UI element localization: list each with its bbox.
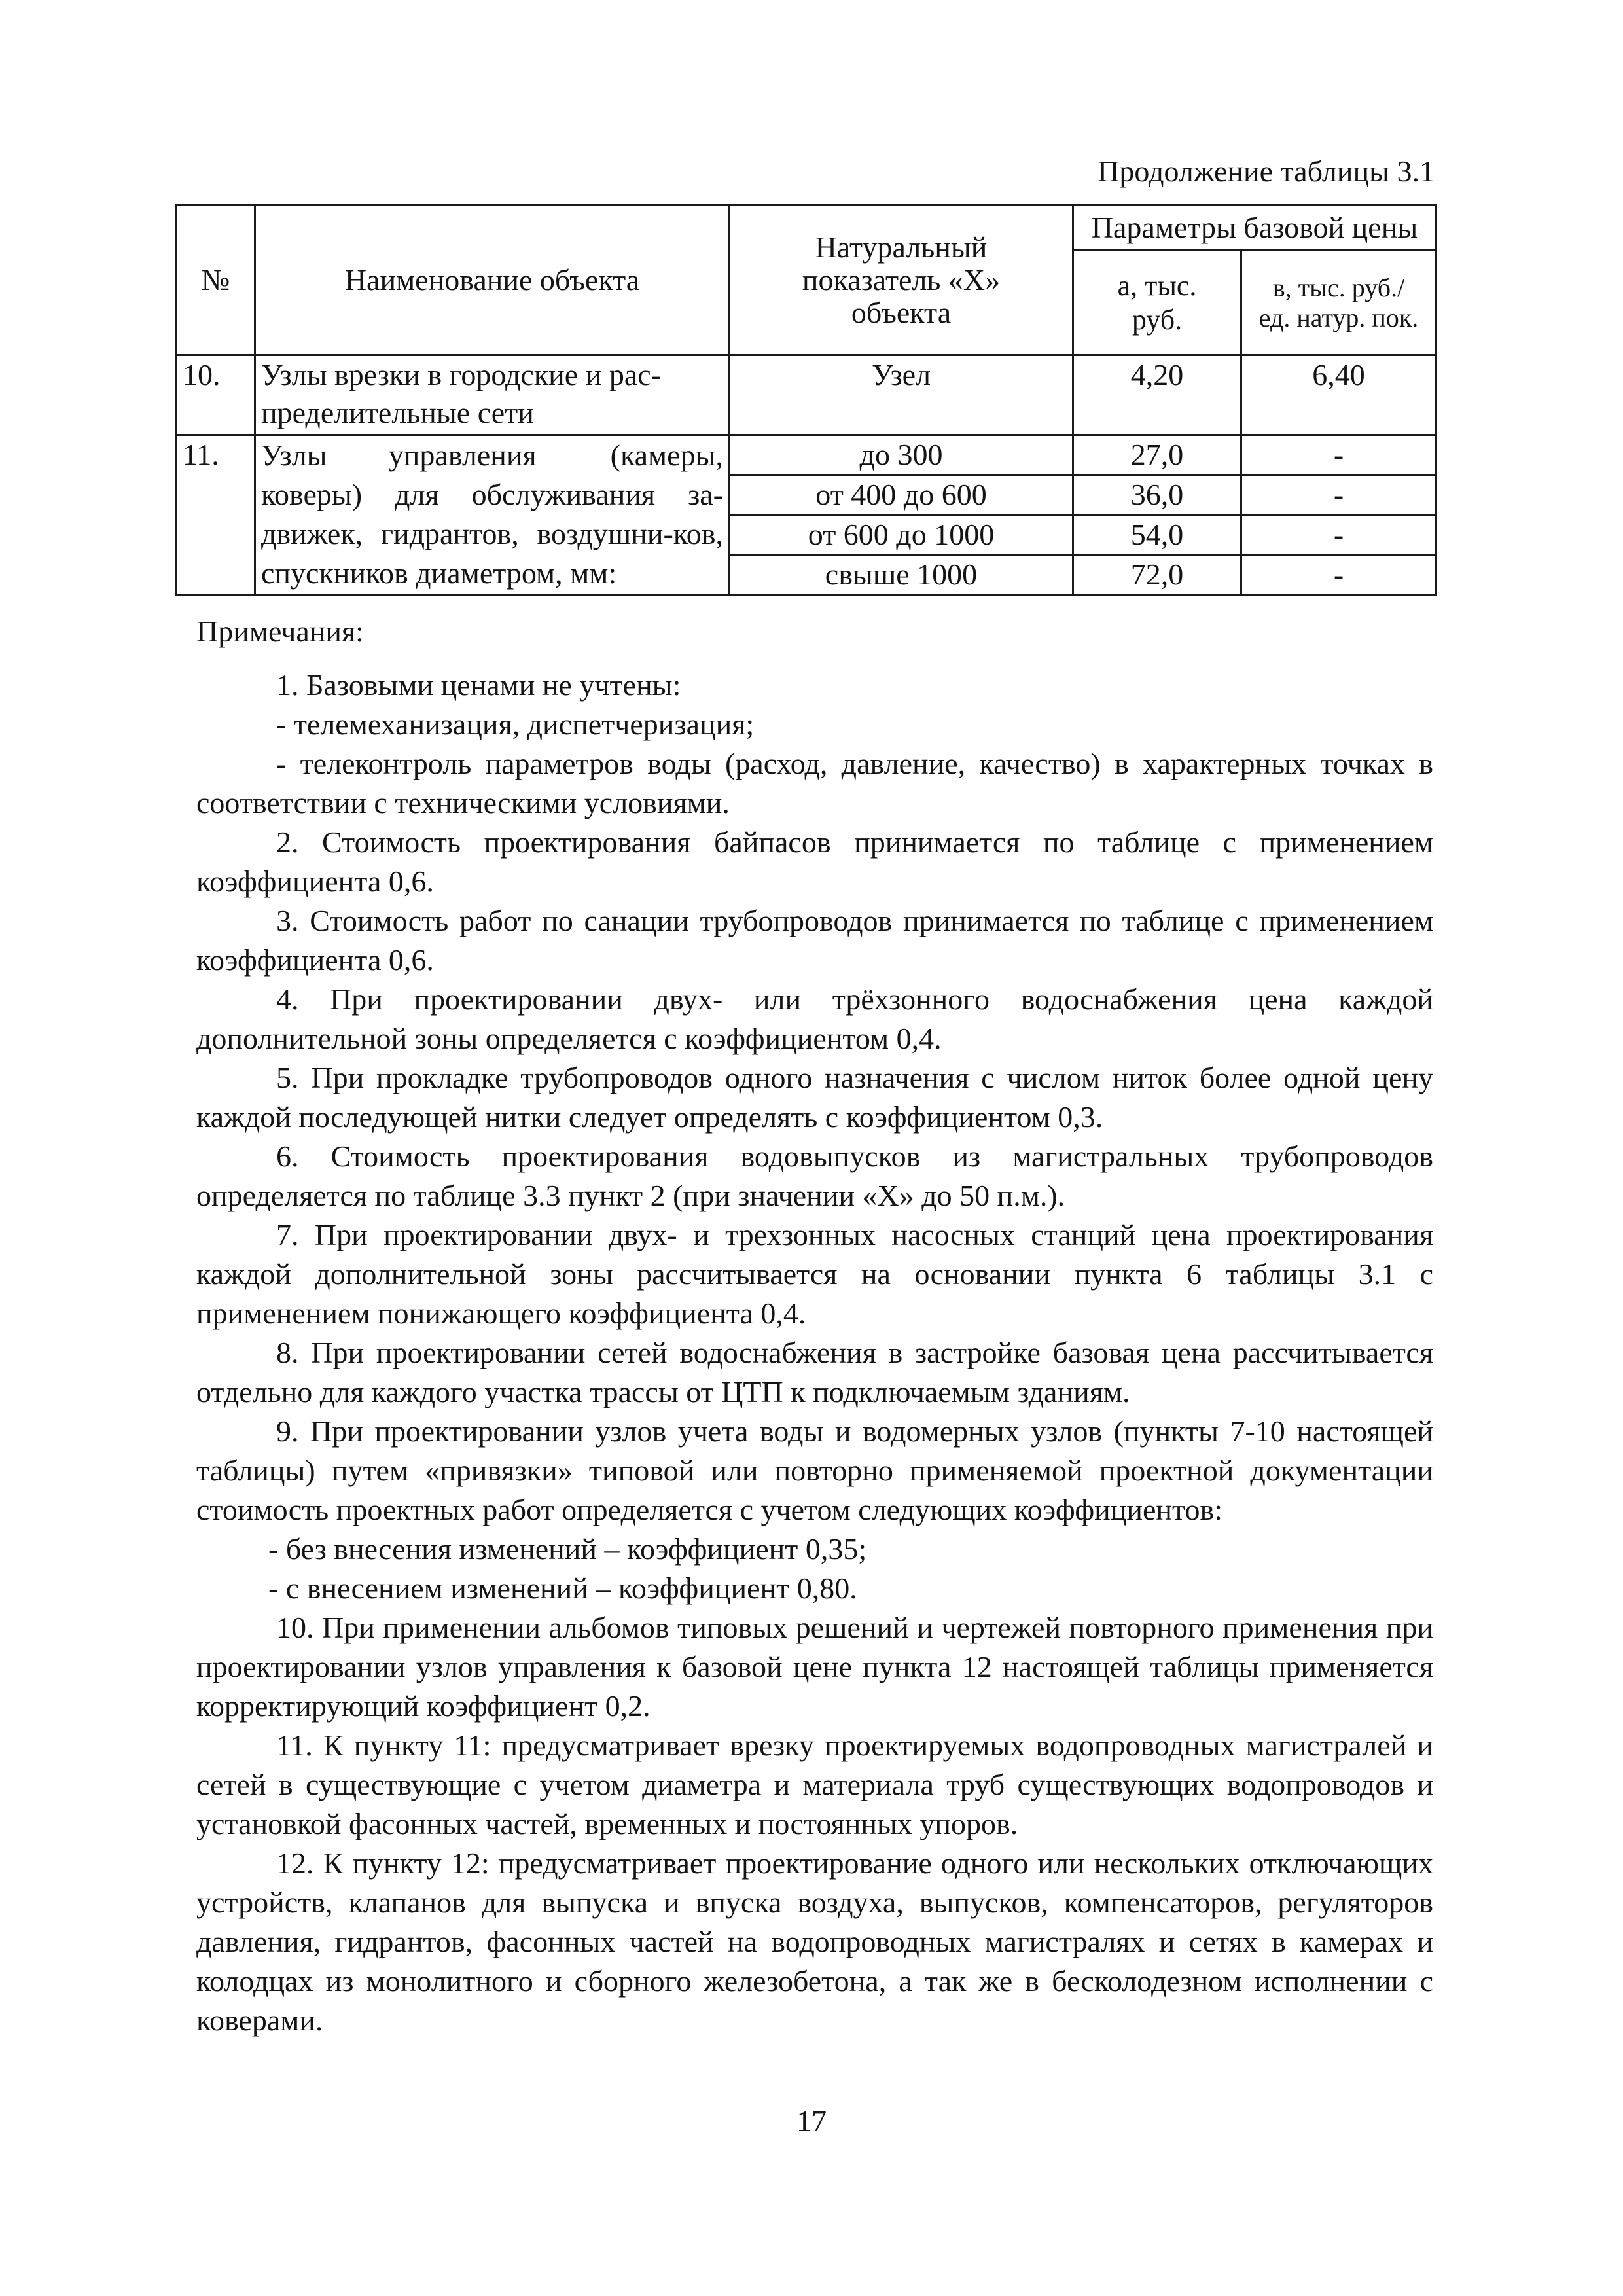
row11-a-4: 72,0 <box>1073 555 1241 595</box>
row11-num: 11. <box>177 435 255 595</box>
row10-name: Узлы врезки в городские и рас- пределительные сети <box>255 355 730 435</box>
row11-indicator-3: от 600 до 1000 <box>730 515 1073 555</box>
row11-name: Узлы управления (камеры, коверы) для обслуживания за-движек, гидрантов, воздушни-ков, спускников диаметром, мм: <box>255 435 730 595</box>
table-row <box>177 435 1436 475</box>
note-5: 5. При прокладке трубопроводов одного назначения с числом ниток более одной цену каждой последующей нитки следует определять с коэффициентом 0,3. <box>196 1061 1433 1134</box>
row11-indicator-1: до 300 <box>730 435 1073 475</box>
note-6: 6. Стоимость проектирования водовыпусков из магистральных трубопроводов определяется по таблице 3.3 пункт 2 (при значении «Х» до 50 п.м.). <box>196 1139 1433 1212</box>
note-1-dash-2: - телеконтроль параметров воды (расход, давление, качество) в характерных точках в соответствии с техническими условиями. <box>196 747 1433 819</box>
header-b: в, тыс. руб./ ед. натур. пок. <box>1241 251 1436 355</box>
note-2: 2. Стоимость проектирования байпасов принимается по таблице с применением коэффициента 0,6. <box>196 825 1433 898</box>
row10-a: 4,20 <box>1073 355 1241 435</box>
notes-title: Примечания: <box>196 615 364 648</box>
note-7: 7. При проектировании двух- и трехзонных насосных станций цена проектирования каждой дополнительной зоны рассчитывается на основании пункта 6 таблицы 3.1 с применением понижающего коэффициента 0,4. <box>196 1218 1433 1330</box>
row11-a-1: 27,0 <box>1073 435 1241 475</box>
note-9-dash-2: - с внесением изменений – коэффициент 0,80. <box>268 1571 857 1605</box>
table-continuation-caption: Продолжение таблицы 3.1 <box>1097 154 1435 188</box>
header-indicator: Натуральный показатель «Х» объекта <box>730 206 1073 355</box>
page-number: 17 <box>796 2104 827 2138</box>
table-row <box>177 355 1436 435</box>
row11-b-4: - <box>1241 555 1436 595</box>
row11-indicator-4: свыше 1000 <box>730 555 1073 595</box>
note-4: 4. При проектировании двух- или трёхзонного водоснабжения цена каждой дополнительной зоны определяется с коэффициентом 0,4. <box>196 982 1433 1055</box>
row10-indicator: Узел <box>730 355 1073 435</box>
note-9-dash-1: - без внесения изменений – коэффициент 0,35; <box>268 1532 867 1566</box>
note-11: 11. К пункту 11: предусматривает врезку проектируемых водопроводных магистралей и сетей в существующие с учетом диаметра и материала труб существующих водопроводов и установкой фасонных частей, временных и постоянных упоров. <box>196 1729 1433 1840</box>
table-header-row-1 <box>177 206 1436 251</box>
header-name: Наименование объекта <box>255 206 730 355</box>
row11-a-2: 36,0 <box>1073 475 1241 515</box>
note-12: 12. К пункту 12: предусматривает проектирование одного или нескольких отключающих устройств, клапанов для выпуска и впуска воздуха, выпусков, компенсаторов, регуляторов давления, гидрантов, фасонных частей на водопроводных магистралях и сетях в камерах и колодцах из монолитного и сборного железобетона, а так же в бесколодезном исполнении с коверами. <box>196 1846 1433 2037</box>
note-10: 10. При применении альбомов типовых решений и чертежей повторного применения при проектировании узлов управления к базовой цене пункта 12 настоящей таблицы применяется корректирующий коэффициент 0,2. <box>196 1611 1433 1723</box>
row11-a-3: 54,0 <box>1073 515 1241 555</box>
notes-section <box>196 612 1433 2040</box>
note-9: 9. При проектировании узлов учета воды и водомерных узлов (пункты 7-10 настоящей таблицы) путем «привязки» типовой или повторно применяемой проектной документации стоимость проектных работ определяется с учетом следующих коэффициентов: <box>196 1414 1433 1526</box>
row10-num: 10. <box>177 355 255 435</box>
header-a: а, тыс. руб. <box>1073 251 1241 355</box>
row11-indicator-2: от 400 до 600 <box>730 475 1073 515</box>
note-8: 8. При проектировании сетей водоснабжения в застройке базовая цена рассчитывается отдельно для каждого участка трассы от ЦТП к подключаемым зданиям. <box>196 1336 1433 1408</box>
header-num: № <box>177 206 255 355</box>
note-1-dash-1: - телемеханизация, диспетчеризация; <box>276 708 755 741</box>
row11-b-1: - <box>1241 435 1436 475</box>
note-3: 3. Стоимость работ по санации трубопроводов принимается по таблице с применением коэффициента 0,6. <box>196 904 1433 977</box>
row11-b-3: - <box>1241 515 1436 555</box>
row10-b: 6,40 <box>1241 355 1436 435</box>
price-table <box>175 204 1437 596</box>
note-1: 1. Базовыми ценами не учтены: <box>276 668 681 702</box>
header-params: Параметры базовой цены <box>1073 206 1436 251</box>
row11-b-2: - <box>1241 475 1436 515</box>
